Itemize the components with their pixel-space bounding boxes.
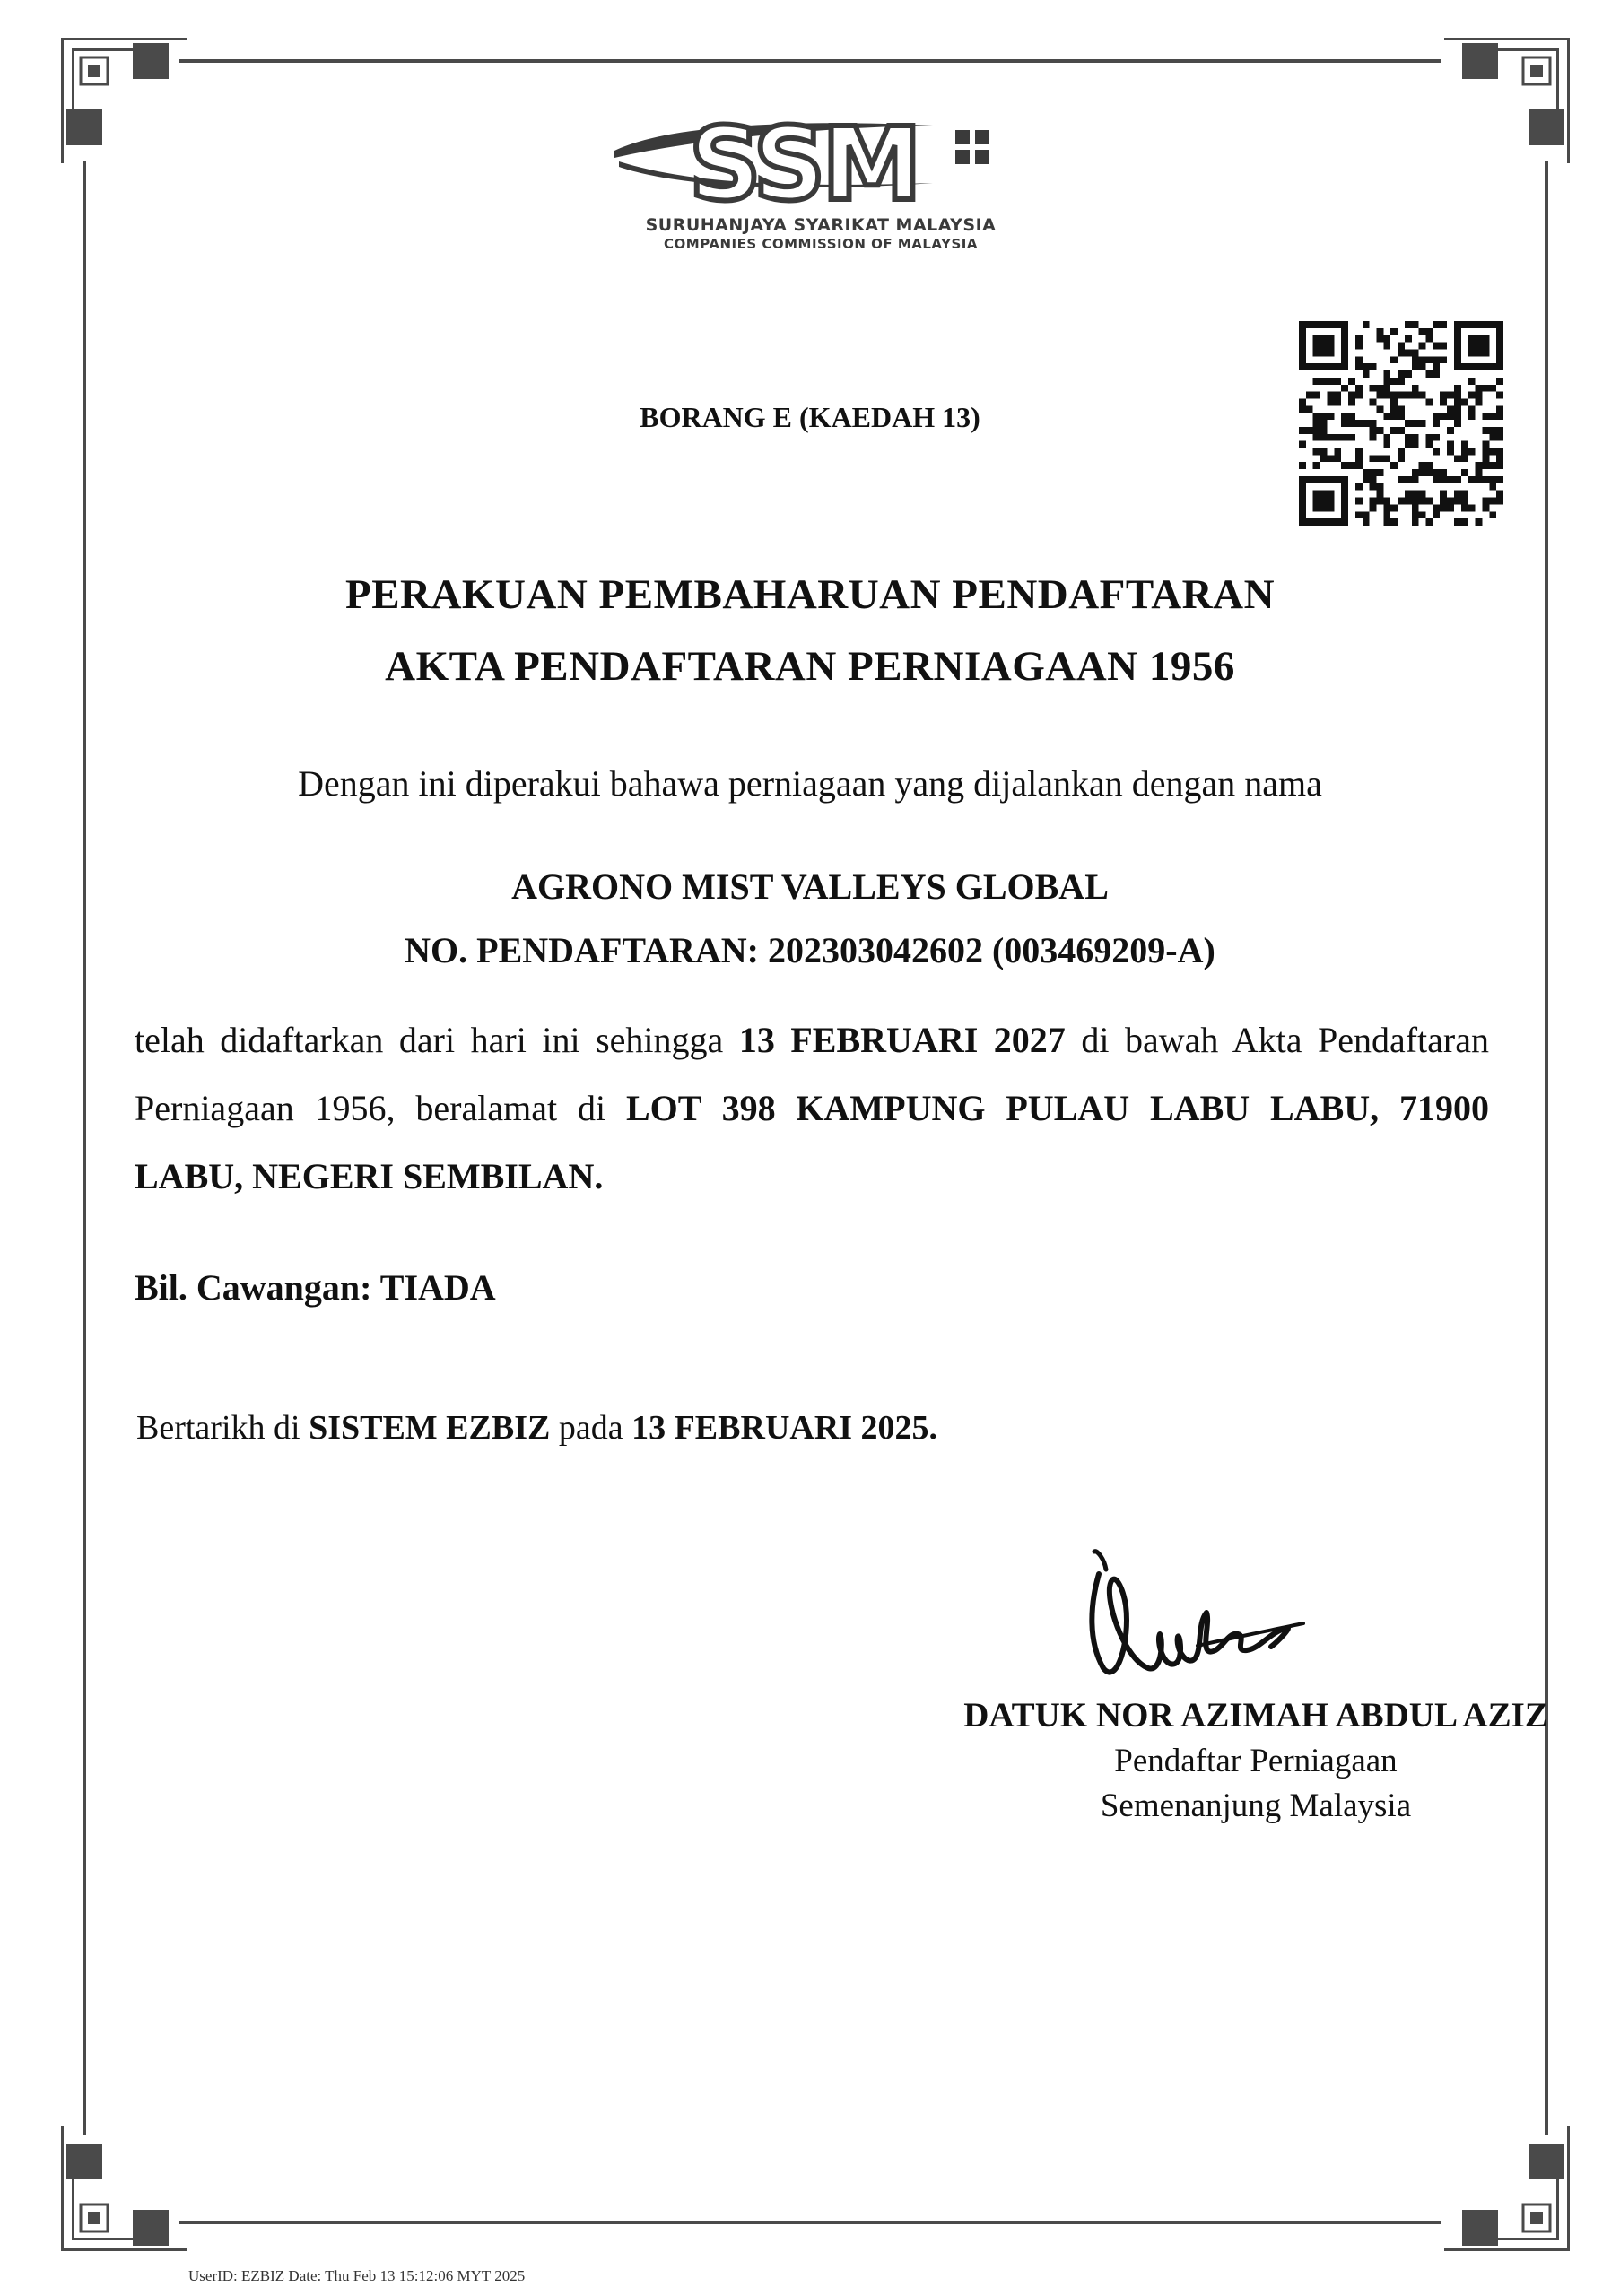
- registration-text-part2: di bawah Akta Pendaftaran Perniagaan 1956, beralamat di: [135, 1020, 1490, 1128]
- frame-right: [1545, 161, 1548, 2135]
- dated-middle: pada: [550, 1409, 632, 1447]
- corner-ornament-icon: [61, 38, 187, 163]
- ssm-logo-mark-icon: [610, 108, 1032, 220]
- registration-text-part1: telah didaftarkan dari hari ini sehingga: [135, 1020, 739, 1060]
- frame-left: [83, 161, 86, 2135]
- signer-title: Pendaftar Perniagaan: [1114, 1743, 1398, 1779]
- form-reference: BORANG E (KAEDAH 13): [640, 401, 980, 433]
- frame-top: [179, 59, 1441, 63]
- business-address: LOT 398 KAMPUNG PULAU LABU LABU, 71900 LABU, NEGERI SEMBILAN.: [135, 1088, 1490, 1196]
- svg-text:SSM: SSM: [689, 108, 919, 220]
- registration-paragraph: [135, 1006, 1489, 1211]
- logo-name-malay: SURUHANJAYA SYARIKAT MALAYSIA: [645, 215, 997, 235]
- certificate-title-line1: PERAKUAN PEMBAHARUAN PENDAFTARAN: [344, 571, 1276, 618]
- business-name: AGRONO MIST VALLEYS GLOBAL: [511, 866, 1109, 907]
- intro-text: Dengan ini diperakui bahawa perniagaan yang dijalankan dengan nama: [298, 763, 1322, 804]
- footer-user-date: UserID: EZBIZ Date: Thu Feb 13 15:12:06 MYT 2025: [188, 2267, 526, 2284]
- dated-prefix: Bertarikh di: [136, 1409, 309, 1447]
- corner-ornament-icon: [61, 2126, 187, 2251]
- signer-region: Semenanjung Malaysia: [1100, 1787, 1412, 1824]
- branch-count: Bil. Cawangan: TIADA: [135, 1267, 496, 1308]
- signer-name: DATUK NOR AZIMAH ABDUL AZIZ: [963, 1696, 1548, 1735]
- signature-icon: [1063, 1534, 1314, 1704]
- issuing-system: SISTEM EZBIZ: [309, 1409, 551, 1447]
- corner-ornament-icon: [1444, 2126, 1570, 2251]
- ssm-logo: [610, 108, 1032, 260]
- logo-name-english: COMPANIES COMMISSION OF MALAYSIA: [664, 236, 978, 252]
- corner-ornament-icon: [1444, 38, 1570, 163]
- dated-statement: [136, 1408, 937, 1448]
- expiry-date: 13 FEBRUARI 2027: [738, 1020, 1066, 1060]
- issue-date: 13 FEBRUARI 2025.: [631, 1409, 938, 1447]
- certificate-title-line2: AKTA PENDAFTARAN PERNIAGAAN 1956: [385, 643, 1235, 690]
- registration-number: NO. PENDAFTARAN: 202303042602 (003469209-A): [405, 930, 1215, 970]
- frame-bottom: [179, 2221, 1441, 2224]
